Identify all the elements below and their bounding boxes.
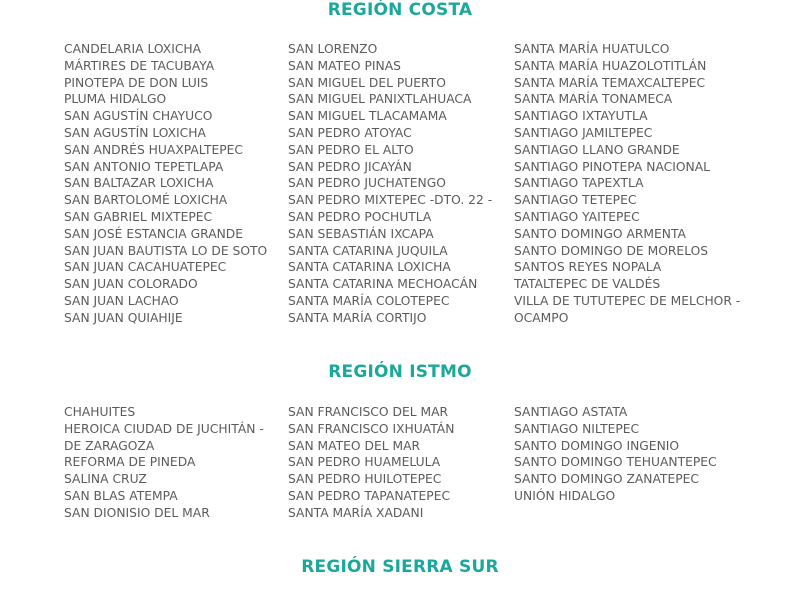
municipality-item: SANTIAGO PINOTEPA NACIONAL xyxy=(514,159,710,174)
municipality-item: CHAHUITES xyxy=(64,405,136,419)
municipality-item: SANTA MARÍA COLOTEPEC xyxy=(288,293,450,308)
municipality-item: DE ZARAGOZA xyxy=(64,438,155,453)
municipality-item: SAN PEDRO POCHUTLA xyxy=(288,209,432,224)
municipality-item: SAN PEDRO MIXTEPEC -DTO. 22 - xyxy=(288,193,493,208)
municipality-item: SAN BLAS ATEMPA xyxy=(64,488,178,503)
municipality-item: SANTA MARÍA XADANI xyxy=(288,505,424,520)
municipality-item: SAN MATEO PINAS xyxy=(288,58,401,73)
municipality-item: MÁRTIRES DE TACUBAYA xyxy=(64,58,215,73)
region-title-sierra-sur: REGIÓN SIERRA SUR xyxy=(301,557,499,577)
municipality-item: SAN ANDRÉS HUAXPALTEPEC xyxy=(64,142,243,157)
municipality-item: SAN AGUSTÍN CHAYUCO xyxy=(64,109,213,124)
municipality-item: SANTO DOMINGO TEHUANTEPEC xyxy=(514,455,717,470)
municipality-item: SAN MATEO DEL MAR xyxy=(288,438,421,453)
municipality-item: SAN JUAN COLORADO xyxy=(64,277,198,292)
municipality-item: SANTIAGO TAPEXTLA xyxy=(514,176,644,191)
municipality-item: PINOTEPA DE DON LUIS xyxy=(64,75,209,90)
costa-column-3 xyxy=(514,41,740,327)
municipality-item: SAN FRANCISCO DEL MAR xyxy=(288,405,449,419)
municipality-item: SAN MIGUEL TLACAMAMA xyxy=(288,109,447,124)
municipality-item: SANTIAGO YAITEPEC xyxy=(514,209,640,224)
municipality-item: UNIÓN HIDALGO xyxy=(514,488,616,503)
municipality-item: SANTA MARÍA TONAMECA xyxy=(514,92,673,107)
region-title-costa: REGIÓN COSTA xyxy=(327,0,473,20)
municipality-item: SANTA MARÍA TEMAXCALTEPEC xyxy=(514,75,706,90)
municipality-item: SAN JOSÉ ESTANCIA GRANDE xyxy=(64,226,244,241)
municipality-item: SAN BALTAZAR LOXICHA xyxy=(64,176,214,191)
costa-column-2 xyxy=(288,41,492,327)
municipality-item: VILLA DE TUTUTEPEC DE MELCHOR - xyxy=(514,293,741,308)
municipality-item: SAN GABRIEL MIXTEPEC xyxy=(64,209,213,224)
municipality-item: SAN FRANCISCO IXHUATÁN xyxy=(288,421,455,436)
municipality-item: SANTA CATARINA LOXICHA xyxy=(288,260,451,275)
municipality-item: PLUMA HIDALGO xyxy=(64,92,167,107)
municipality-item: SAN PEDRO ATOYAC xyxy=(288,125,412,140)
municipality-item: SANTA MARÍA CORTIJO xyxy=(288,310,427,325)
municipality-item: SAN MIGUEL PANIXTLAHUACA xyxy=(288,92,472,107)
municipality-item: SAN PEDRO TAPANATEPEC xyxy=(288,488,451,503)
municipality-item: SANTA MARÍA HUATULCO xyxy=(514,42,670,56)
region-title-istmo: REGIÓN ISTMO xyxy=(328,362,472,382)
istmo-column-2 xyxy=(288,404,454,522)
municipality-item: OCAMPO xyxy=(514,310,569,325)
municipality-item: SAN JUAN BAUTISTA LO DE SOTO xyxy=(64,243,268,258)
municipality-item: SAN DIONISIO DEL MAR xyxy=(64,505,210,520)
municipality-item: SANTO DOMINGO ARMENTA xyxy=(514,226,686,241)
municipality-item: SAN PEDRO JUCHATENGO xyxy=(288,176,446,191)
municipality-item: SAN PEDRO JICAYÁN xyxy=(288,159,412,174)
municipality-item: SAN BARTOLOMÉ LOXICHA xyxy=(64,193,228,208)
municipality-item: SAN PEDRO HUAMELULA xyxy=(288,455,441,470)
municipality-item: SANTA MARÍA HUAZOLOTITLÁN xyxy=(514,58,707,73)
municipality-item: HEROICA CIUDAD DE JUCHITÁN - xyxy=(64,421,264,436)
municipality-item: SAN JUAN LACHAO xyxy=(64,293,179,308)
municipality-item: SANTIAGO JAMILTEPEC xyxy=(514,125,653,140)
municipality-item: SANTIAGO TETEPEC xyxy=(514,193,637,208)
municipality-item: SANTA CATARINA JUQUILA xyxy=(288,243,448,258)
municipality-item: SANTIAGO ASTATA xyxy=(514,405,628,419)
municipality-item: SAN SEBASTIÁN IXCAPA xyxy=(288,226,434,241)
municipality-item: SAN AGUSTÍN LOXICHA xyxy=(64,125,206,140)
municipality-item: SALINA CRUZ xyxy=(64,472,147,487)
municipality-item: REFORMA DE PINEDA xyxy=(64,455,196,470)
municipality-item: SANTO DOMINGO INGENIO xyxy=(514,438,680,453)
municipality-item: SANTA CATARINA MECHOACÁN xyxy=(288,277,478,292)
municipality-item: SANTIAGO LLANO GRANDE xyxy=(514,142,680,157)
municipality-item: SANTIAGO IXTAYUTLA xyxy=(514,109,648,124)
municipality-item: SAN JUAN QUIAHIJE xyxy=(64,310,183,325)
istmo-column-3 xyxy=(514,404,717,505)
municipality-item: SAN MIGUEL DEL PUERTO xyxy=(288,75,446,90)
municipality-item: SAN ANTONIO TEPETLAPA xyxy=(64,159,224,174)
municipality-item: SAN PEDRO EL ALTO xyxy=(288,142,414,157)
municipality-item: SAN LORENZO xyxy=(288,42,378,56)
municipality-item: SANTO DOMINGO ZANATEPEC xyxy=(514,472,699,487)
municipality-item: SANTO DOMINGO DE MORELOS xyxy=(514,243,709,258)
municipality-item: SANTOS REYES NOPALA xyxy=(514,260,662,275)
municipality-item: SAN PEDRO HUILOTEPEC xyxy=(288,472,442,487)
municipality-item: SANTIAGO NILTEPEC xyxy=(514,421,640,436)
costa-column-1 xyxy=(64,41,267,327)
municipality-item: TATALTEPEC DE VALDÉS xyxy=(514,277,661,292)
municipality-item: SAN JUAN CACAHUATEPEC xyxy=(64,260,227,275)
municipality-item: CANDELARIA LOXICHA xyxy=(64,42,202,56)
istmo-column-1 xyxy=(64,404,264,522)
